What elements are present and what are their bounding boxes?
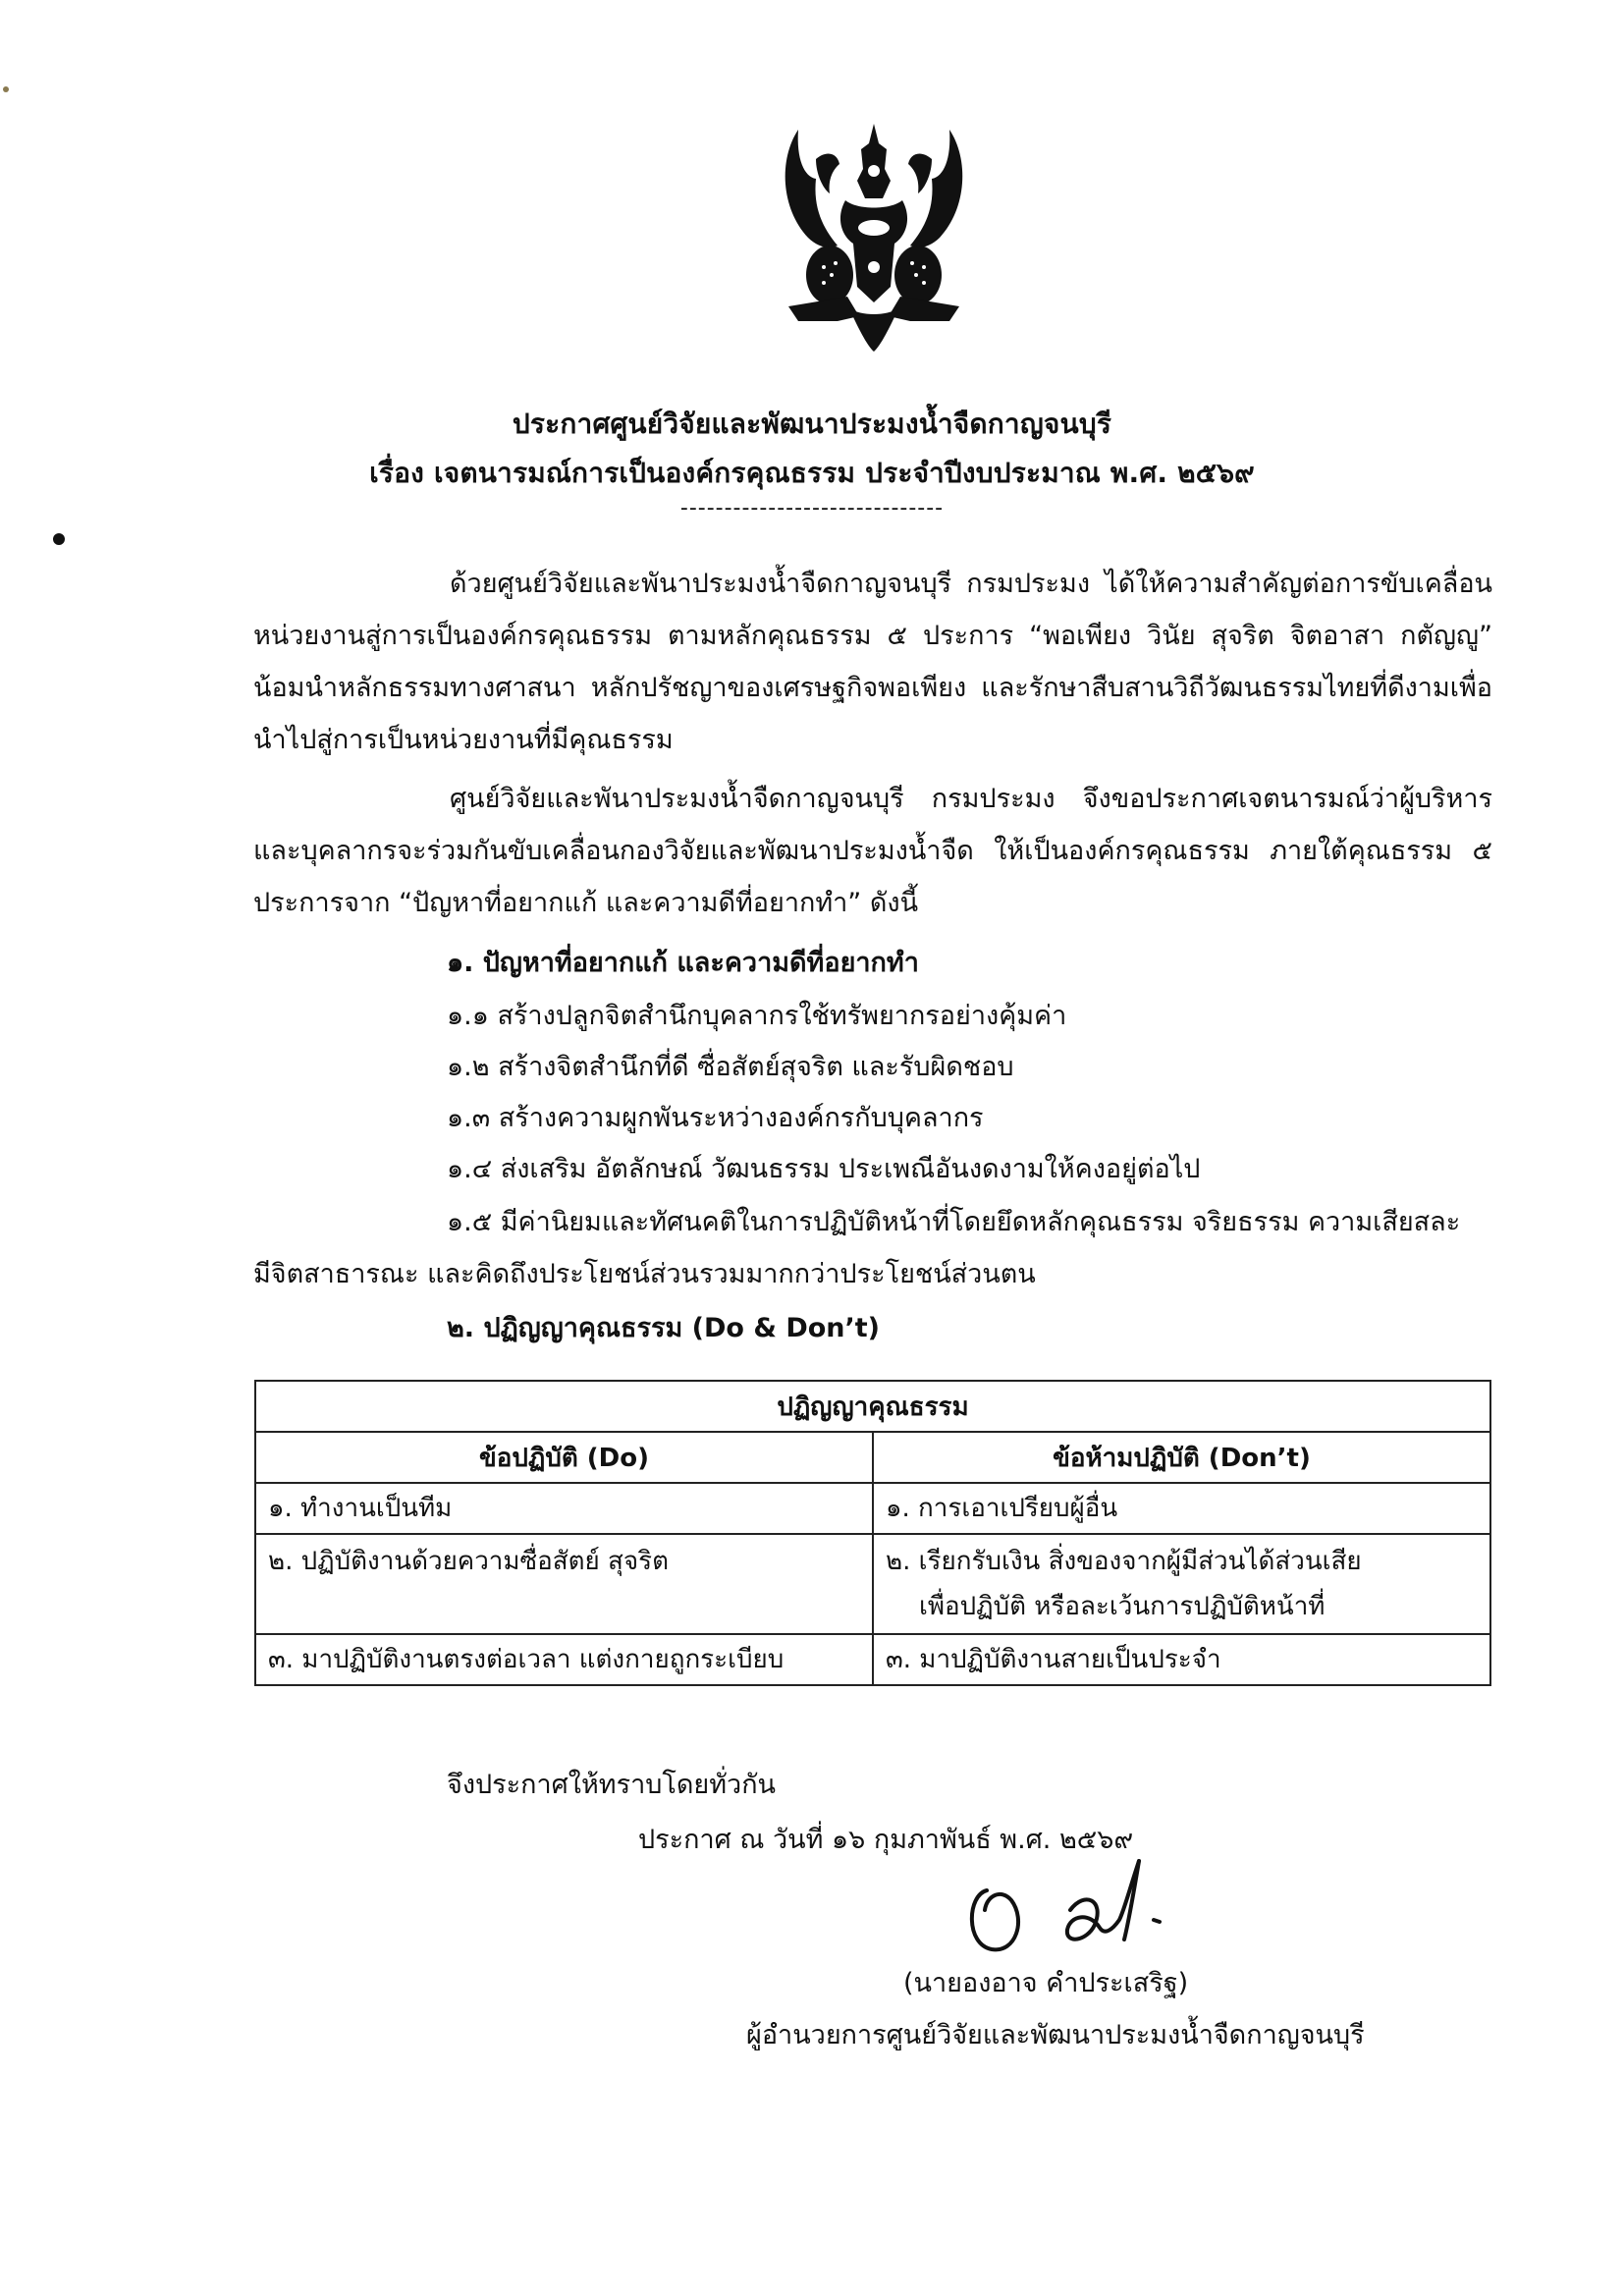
signer-name: (นายองอาจ คำประเสริฐ) [903, 1968, 1189, 1998]
dont-cell: ๑. การเอาเปรียบผู้อื่น [873, 1483, 1490, 1534]
garuda-emblem-icon [769, 120, 979, 354]
dont-cell-continuation: เพื่อปฏิบัติ หรือละเว้นการปฏิบัติหน้าที่ [919, 1592, 1326, 1621]
intro-paragraph [253, 558, 1492, 766]
dont-cell: ๓. มาปฏิบัติงานสายเป็นประจำ [873, 1634, 1490, 1685]
column-header-dont: ข้อห้ามปฏิบัติ (Don’t) [873, 1432, 1490, 1483]
virtue-declaration-table [254, 1380, 1491, 1686]
scan-speck [3, 86, 9, 92]
scan-speck [53, 533, 65, 545]
table-row [255, 1483, 1490, 1534]
announcement-subject: เรื่อง เจตนารมณ์การเป็นองค์กรคุณธรรม ประจำปีงบประมาณ พ.ศ. ๒๕๖๙ [369, 457, 1255, 489]
section-2-heading: ๒. ปฏิญญาคุณธรรม (Do & Don’t) [447, 1313, 881, 1343]
do-cell: ๓. มาปฏิบัติงานตรงต่อเวลา แต่งกายถูกระเบียบ [255, 1634, 873, 1685]
dont-cell [873, 1534, 1490, 1634]
table-header-row [255, 1432, 1490, 1483]
column-header-do: ข้อปฏิบัติ (Do) [255, 1432, 873, 1483]
closing-statement: จึงประกาศให้ทราบโดยทั่วกัน [447, 1770, 776, 1800]
intent-paragraph [253, 773, 1492, 929]
announcement-title: ประกาศศูนย์วิจัยและพัฒนาประมงน้ำจืดกาญจนบุรี [512, 408, 1112, 440]
section-1-heading: ๑. ปัญหาที่อยากแก้ และความดีที่อยากทำ [447, 948, 919, 978]
dont-cell-text: ๒. เรียกรับเงิน สิ่งของจากผู้มีส่วนได้ส่วนเสีย [886, 1547, 1362, 1576]
intro-paragraph-text: ด้วยศูนย์วิจัยและพันาประมงน้ำจืดกาญจนบุรี กรมประมง ได้ให้ความสำคัญต่อการขับเคลื่อนหน่วยงานสู่การเป็นองค์กรคุณธรรม ตามหลักคุณธรรม ๕ ประการ “พอเพียง วินัย สุจริต จิตอาสา กตัญญู” น้อมนำหลักธรรมทางศาสนา หลักปรัชญาของเศรษฐกิจพอเพียง และรักษาสืบสานวิถีวัฒนธรรมไทยที่ดีงามเพื่อนำไปสู่การเป็นหน่วยงานที่มีคุณธรรม [253, 569, 1492, 755]
signer-title: ผู้อำนวยการศูนย์วิจัยและพัฒนาประมงน้ำจืดกาญจนบุรี [746, 2020, 1365, 2050]
announcement-date: ประกาศ ณ วันที่ ๑๖ กุมภาพันธ์ พ.ศ. ๒๕๖๙ [638, 1825, 1134, 1855]
signature-icon [957, 1851, 1213, 1959]
list-item: ๑.๔ ส่งเสริม อัตลักษณ์ วัฒนธรรม ประเพณีอันงดงามให้คงอยู่ต่อไป [447, 1154, 1201, 1184]
list-item: ๑.๓ สร้างความผูกพันระหว่างองค์กรกับบุคลากร [447, 1103, 984, 1133]
list-item: ๑.๒ สร้างจิตสำนึกที่ดี ซื่อสัตย์สุจริต และรับผิดชอบ [447, 1052, 1014, 1082]
list-item: ๑.๕ มีค่านิยมและทัศนคติในการปฏิบัติหน้าที่โดยยึดหลักคุณธรรม จริยธรรม ความเสียสละ [447, 1207, 1461, 1237]
list-item: ๑.๑ สร้างปลูกจิตสำนึกบุคลากรใช้ทรัพยากรอย่างคุ้มค่า [447, 1001, 1067, 1031]
intent-paragraph-text: ศูนย์วิจัยและพันาประมงน้ำจืดกาญจนบุรี กรมประมง จึงขอประกาศเจตนารมณ์ว่าผู้บริหารและบุคลากรจะร่วมกันขับเคลื่อนกองวิจัยและพัฒนาประมงน้ำจืด ให้เป็นองค์กรคุณธรรม ภายใต้คุณธรรม ๕ ประการจาก “ปัญหาที่อยากแก้ และความดีที่อยากทำ” ดังนี้ [253, 784, 1492, 918]
title-separator: ------------------------------ [679, 496, 945, 520]
do-cell: ๒. ปฏิบัติงานด้วยความซื่อสัตย์ สุจริต [255, 1534, 873, 1634]
do-cell: ๑. ทำงานเป็นทีม [255, 1483, 873, 1534]
table-title: ปฏิญญาคุณธรรม [255, 1381, 1490, 1432]
list-item-continuation: มีจิตสาธารณะ และคิดถึงประโยชน์ส่วนรวมมากกว่าประโยชน์ส่วนตน [253, 1259, 1036, 1289]
table-row [255, 1634, 1490, 1685]
table-title-row [255, 1381, 1490, 1432]
table-row [255, 1534, 1490, 1634]
